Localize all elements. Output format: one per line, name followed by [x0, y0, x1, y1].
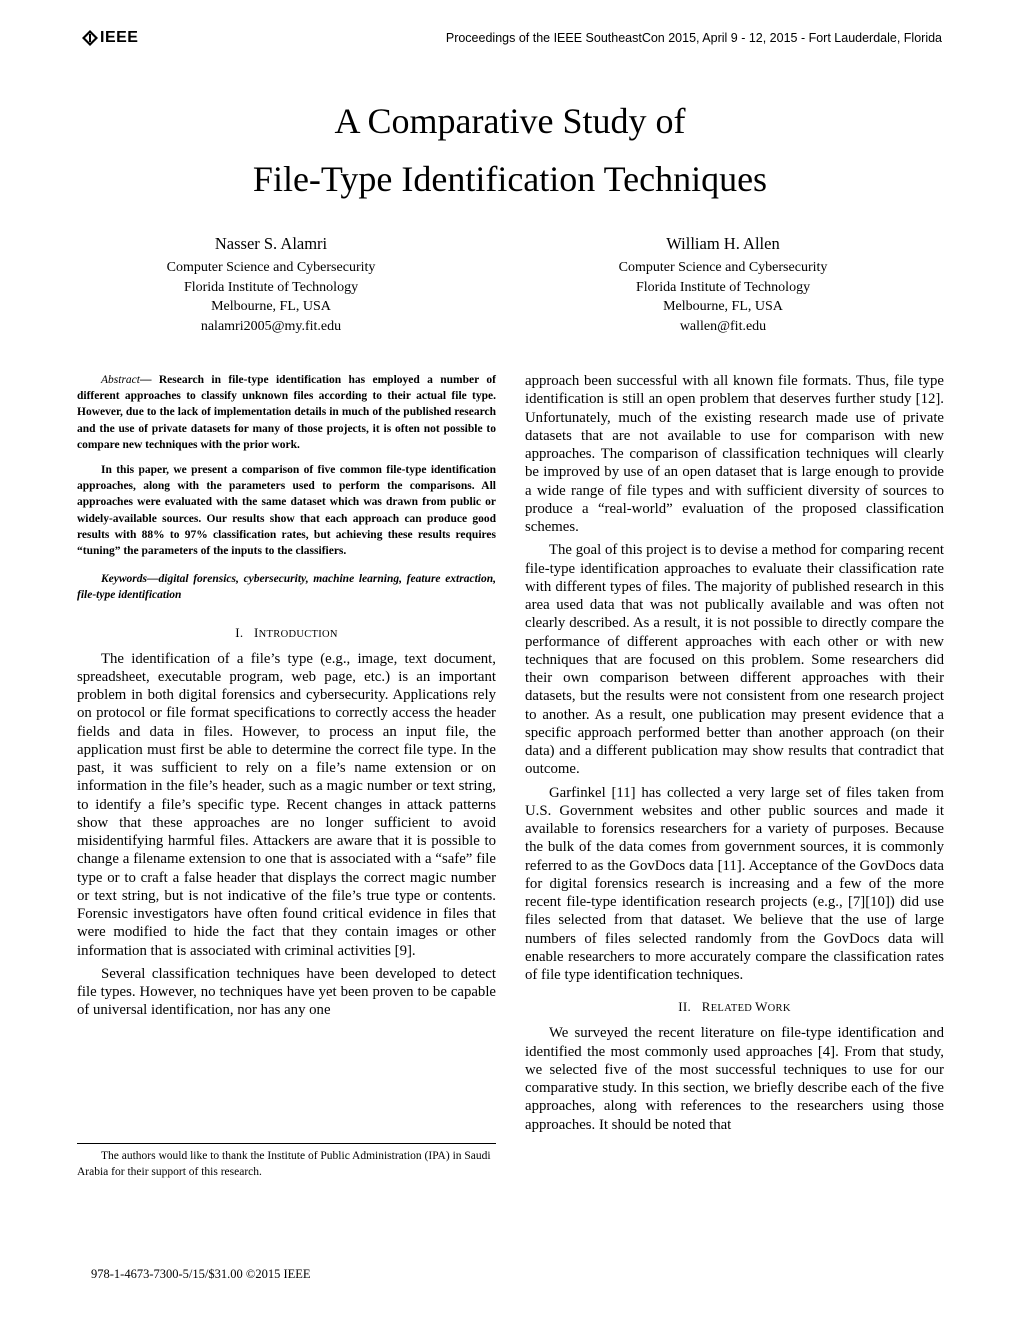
abstract-text-1: — Research in file-type identification has employed a number of different approaches to classify unknown files according to their actual file type. However, due to the lack of implementation details in much of the published research and the use of private datasets for many of those projects, it is often not possible to compare new techniques with the prior work.: [77, 374, 496, 451]
section-title-rest: ELATED: [710, 1003, 756, 1015]
author-department: Computer Science and Cybersecurity: [618, 260, 828, 275]
ieee-logo: [82, 29, 138, 47]
abstract-label: Abstract: [101, 374, 140, 386]
paper-title: [0, 92, 1020, 208]
author-email: wallen@fit.edu: [679, 318, 767, 334]
author-email: nalamri2005@my.fit.edu: [200, 318, 342, 334]
author-name: William H. Allen: [666, 234, 780, 253]
footnote-divider: [77, 1143, 496, 1144]
body-paragraph-continued: approach been successful with all known file formats. Thus, file type identification is still an open problem that deserves further study [12]. Unfortunately, much of the existing research made use of private datasets that are not available to use for comparison with new approaches. The comparison of classification techniques will clearly be improved by use of an open dataset that is large enough to provide a wide range of file types and with sufficient diversity of sources to produce a “real-world” evaluation of the proposed classification schemes.: [525, 373, 944, 535]
left-column: [77, 372, 496, 1020]
section-title-initial: R: [701, 999, 711, 1015]
section-title-initial: I: [254, 624, 259, 640]
footnote: The authors would like to thank the Institute of Public Administration (IPA) in Saudi Arabia for their support of this research.: [77, 1150, 491, 1178]
ieee-logo-text: IEEE: [100, 29, 139, 46]
body-paragraph: Garfinkel [11] has collected a very large set of files taken from U.S. Government websites and other public sources and made it available to forensics researchers for a variety of purposes. Because the bulk of the data comes from government sources, it is commonly referred to as the GovDocs data [11]. Acceptance of the GovDocs data for digital forensics research is increasing and a few of the more recent file-type identification research projects (e.g., [7][10]) did use files selected from that dataset. We believe that the use of large numbers of files selected randomly from the GovDocs data will enable researchers to more accurately compare the classification rates of file type identification techniques.: [525, 784, 944, 983]
body-paragraph: The goal of this project is to devise a method for comparing recent file-type identification approaches to evaluate their classification rate with different types of files. The majority of published research in this area used data that was not publically available and was often not clearly described. As a result, it is not possible to directly compare the performance of different approaches with each other or with new techniques that are focused on this problem. Some researchers did their own comparison between different approaches with their datasets, but the results were not consistent from one research project to another. As a result, one publication may present evidence that a specific approach performed better than another approach (on their data) and a different publication may show results that contradict that outcome.: [525, 542, 944, 778]
author-department: Computer Science and Cybersecurity: [166, 260, 376, 275]
section-title-rest: NTRODUCTION: [258, 628, 338, 640]
intro-paragraph-1: The identification of a file’s type (e.g., image, text document, spreadsheet, executable program, web page, etc.) is an important problem in both digital forensics and cybersecurity. Applications rely on protocol or file format specifications to correctly access the header fields and data in files. However, to process an input file, the application must first be able to determine the correct file type. In the past, it was sufficient to rely on a file’s name extension or on information in the file’s header, such as a magic number or text string, to identify a file’s specific type. Recent changes in attack patterns show that these approaches are no longer sufficient to avoid misidentifying harmful files. Attackers are aware that it is possible to change a filename extension to one that is associated with a “safe” file type or to craft a false header that displays the correct magic number or text string, but is not indicative of the file’s true type or contents. Forensic investigators have often found critical evidence in files that were modified to hide the fact that they contain images or other information that is associated with criminal activities [9].: [77, 650, 496, 959]
section-title-rest-2: ORK: [767, 1003, 791, 1015]
author-location: Melbourne, FL, USA: [663, 299, 783, 314]
author-location: Melbourne, FL, USA: [211, 299, 331, 314]
author-institution: Florida Institute of Technology: [635, 279, 811, 295]
ieee-diamond-icon: [82, 30, 98, 46]
section-heading-introduction: [77, 624, 496, 644]
keywords: Keywords—digital forensics, cybersecurity, machine learning, feature extraction, file-type identification: [77, 573, 496, 602]
section-title-initial-2: W: [755, 999, 768, 1015]
author-institution: Florida Institute of Technology: [183, 279, 359, 295]
section-number: I.: [235, 624, 244, 640]
author-name: Nasser S. Alamri: [214, 234, 328, 253]
author-block-2: [553, 232, 893, 336]
section-number: II.: [678, 999, 692, 1015]
related-work-paragraph: We surveyed the recent literature on file-type identification and identified the most commonly used approaches [4]. From that study, we selected five of the most successful techniques to use for our comparative study. In this section, we briefly describe each of the five approaches, along with references to the researchers using those approaches. It should be noted that: [525, 1025, 944, 1133]
running-header: [82, 28, 942, 50]
author-block-1: [101, 232, 441, 336]
intro-paragraph-2: Several classification techniques have been developed to detect file types. However, no techniques have yet been proven to be capable of universal identification, nor has any one: [77, 965, 496, 1019]
copyright-notice: 978-1-4673-7300-5/15/$31.00 ©2015 IEEE: [91, 1267, 311, 1281]
title-line-1: A Comparative Study of: [334, 101, 686, 141]
abstract-paragraph-1: [77, 372, 496, 453]
abstract-paragraph-2: In this paper, we present a comparison of five common file-type identification approaches, along with the parameters used to perform the comparisons. All approaches were evaluated with the same dataset which was drawn from public or widely-available sources. Our results show that each approach can produce good results with 88% to 97% classification rates, but achieving these results requires “tuning” the parameters of the inputs to the classifiers.: [77, 464, 496, 558]
title-line-2: File-Type Identification Techniques: [252, 159, 768, 199]
right-column: [525, 372, 944, 1134]
section-heading-related-work: [525, 998, 944, 1018]
proceedings-line: Proceedings of the IEEE SoutheastCon 2015, April 9 - 12, 2015 - Fort Lauderdale, Florida: [445, 31, 942, 45]
